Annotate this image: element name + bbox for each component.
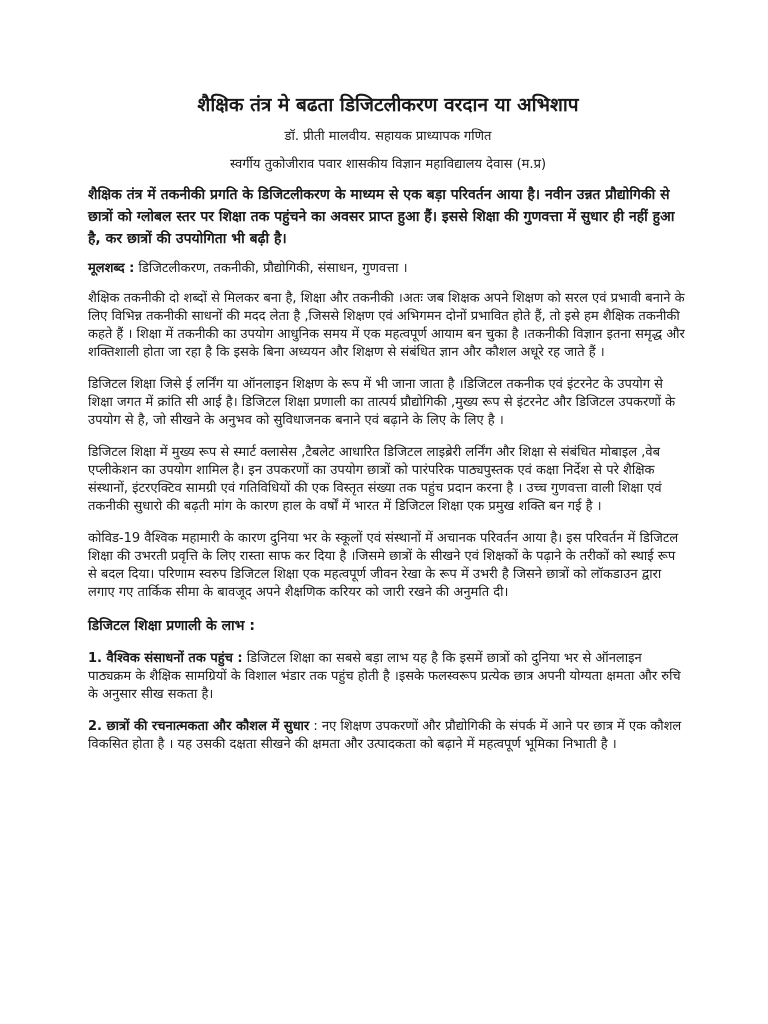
benefit-point-2-text: : नए शिक्षण उपकरणों और प्रौद्योगिकी के संपर्क में आने पर छात्र में एक कौशल विकसित होता है । यह उसकी दक्षता सीखने की क्षमता और उत्पादकता को बढ़ाने में महत्वपूर्ण भूमिका निभाती है । <box>88 719 682 752</box>
keywords-text: डिजिटलीकरण, तकनीकी, प्रौद्योगिकी, संसाधन, गुणवत्ता । <box>134 261 408 276</box>
college-line: स्वर्गीय तुकोजीराव पवार शासकीय विज्ञान महाविद्यालय देवास (म.प्र) <box>229 157 547 172</box>
benefit-point-1 <box>88 650 688 704</box>
benefit-point-1-text: डिजिटल शिक्षा का सबसे बड़ा लाभ यह है कि इसमें छात्रों को दुनिया भर से ऑनलाइन पाठ्यक्रम के शैक्षिक सामग्रियों के विशाल भंडार तक पहुंच होती है ।इसके फलस्वरूप प्रत्येक छात्र अपनी योग्यता क्षमता और रुचि के अनुसार सीख सकता है। <box>88 651 681 702</box>
author-line: डॉ. प्रीती मालवीय. सहायक प्राध्यापक गणित <box>284 129 492 144</box>
body-paragraph-2: डिजिटल शिक्षा जिसे ई लर्निंग या ऑनलाइन शिक्षण के रूप में भी जाना जाता है ।डिजिटल तकनीक एवं इंटरनेट के उपयोग से शिक्षा जगत में क्रांति सी आई है। डिजिटल शिक्षा प्रणाली का तात्पर्य प्रौद्योगिकी ,मुख्य रूप से इंटरनेट और डिजिटल उपकरणों के उपयोग से है, जो सीखने के अनुभव को सुविधाजनक बनाने एवं बढ़ाने के लिए के लिए है । <box>88 377 676 428</box>
document-page <box>88 92 688 768</box>
document-title: शैक्षिक तंत्र मे बढता डिजिटलीकरण वरदान या अभिशाप <box>197 94 579 116</box>
section-heading: डिजिटल शिक्षा प्रणाली के लाभ : <box>88 618 256 634</box>
body-paragraph-1: शैक्षिक तकनीकी दो शब्दों से मिलकर बना है, शिक्षा और तकनीकी ।अतः जब शिक्षक अपने शिक्षण को सरल एवं प्रभावी बनाने के लिए विभिन्न तकनीकी साधनों की मदद लेता है ,जिससे शिक्षण एवं अभिगमन दोनों प्रभावित होते हैं, तो इसे हम शैक्षिक तकनीकी कहते हैं । शिक्षा में तकनीकी का उपयोग आधुनिक समय में एक महत्वपूर्ण आयाम बन चुका है ।तकनीकी विज्ञान इतना समृद्ध और शक्तिशाली होता जा रहा है कि इसके बिना अध्ययन और शिक्षण से संबंधित ज्ञान और कौशल अधूरे रह जाते हैं । <box>88 291 685 360</box>
abstract-paragraph: शैक्षिक तंत्र में तकनीकी प्रगति के डिजिटलीकरण के माध्यम से एक बड़ा परिवर्तन आया है। नवीन उन्नत प्रौद्योगिकी से छात्रों को ग्लोबल स्तर पर शिक्षा तक पहुंचने का अवसर प्राप्त हुआ हैं। इससे शिक्षा की गुणवत्ता में सुधार ही नहीं हुआ है, कर छात्रों की उपयोगिता भी बढ़ी है। <box>88 187 675 247</box>
benefit-point-2 <box>88 718 688 754</box>
keywords-label: मूलशब्द : <box>88 261 135 276</box>
benefit-point-1-heading: 1. वैश्विक संसाधनों तक पहुंच : <box>88 651 243 666</box>
benefit-point-2-heading: 2. छात्रों की रचनात्मकता और कौशल में सुधार <box>88 719 310 734</box>
keywords-line <box>88 260 688 278</box>
body-paragraph-3: डिजिटल शिक्षा में मुख्य रूप से स्मार्ट क्लासेस ,टैबलेट आधारित डिजिटल लाइब्रेरी लर्निंग और शिक्षा से संबंधित मोबाइल ,वेब एप्लीकेशन का उपयोग शामिल है। इन उपकरणों का उपयोग छात्रों को पारंपरिक पाठ्यपुस्तक एवं कक्षा निर्देश से परे शैक्षिक संस्थानों, इंटरएक्टिव सामग्री एवं गतिविधियों की एक विस्तृत संख्या तक पहुंच प्रदान करना है । उच्च गुणवत्ता वाली शिक्षा एवं तकनीकी सुधारो की बढ़ती मांग के कारण हाल के वर्षों में भारत में डिजिटल शिक्षा एक प्रमुख शक्ति बन गई है । <box>88 445 662 514</box>
body-paragraph-4: कोविड-19 वैश्विक महामारी के कारण दुनिया भर के स्कूलों एवं संस्थानों में अचानक परिवर्तन आया है। इस परिवर्तन में डिजिटल शिक्षा की उभरती प्रवृत्ति के लिए रास्ता साफ कर दिया है ।जिसमे छात्रों के सीखने एवं शिक्षकों के पढ़ाने के तरीकों को स्थाई रूप से बदल दिया। परिणाम स्वरुप डिजिटल शिक्षा एक महत्वपूर्ण जीवन रेखा के रूप में उभरी है जिसने छात्रों को लॉकडाउन द्वारा लगाए गए तार्किक सीमा के बावजूद अपने शैक्षणिक करियर को जारी रखने की अनुमति दी। <box>88 531 679 600</box>
